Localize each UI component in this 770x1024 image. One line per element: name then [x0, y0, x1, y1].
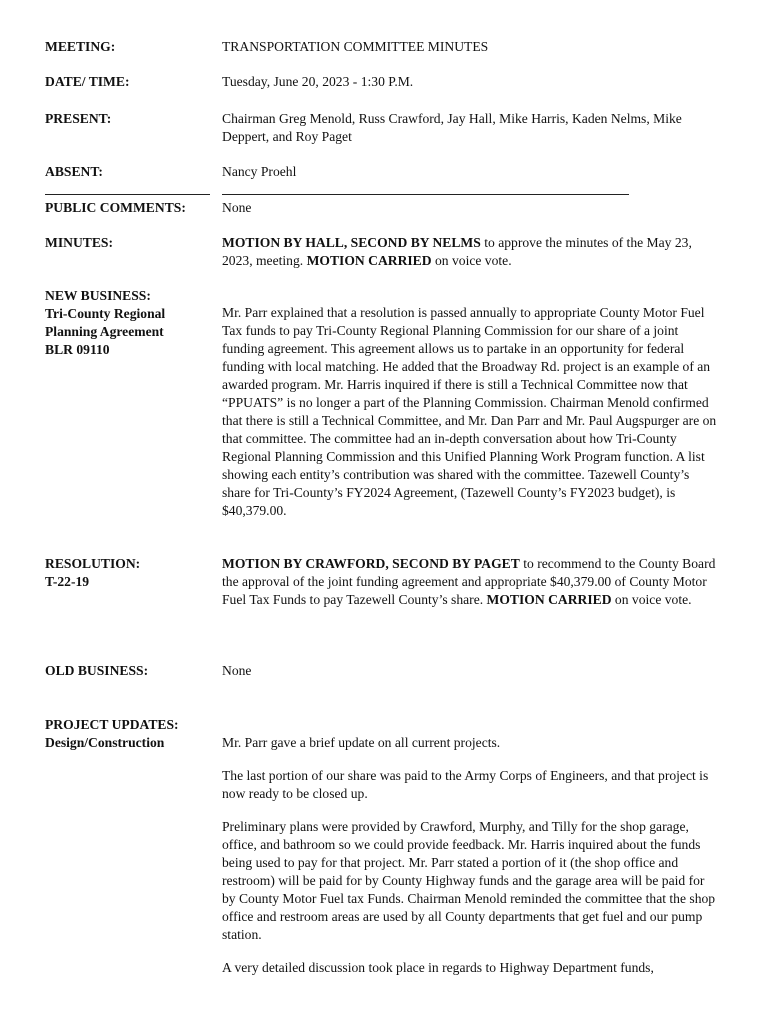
resolution-vote-text: on voice vote. [611, 592, 692, 607]
new-business-label [45, 287, 217, 359]
minutes-motion-carried: MOTION CARRIED [306, 253, 432, 268]
resolution-motion: MOTION BY CRAWFORD, SECOND BY PAGET [222, 556, 520, 571]
resolution-text [222, 555, 717, 609]
minutes-motion: MOTION BY HALL, SECOND BY NELMS [222, 235, 481, 250]
new-business-subheading-3: BLR 09110 [45, 342, 110, 357]
public-comments-value: None [222, 200, 252, 215]
resolution-motion-carried: MOTION CARRIED [486, 592, 612, 607]
project-updates-label [45, 716, 217, 752]
section-divider-right [222, 194, 629, 195]
old-business-label: OLD BUSINESS: [45, 663, 149, 678]
project-updates-text [222, 734, 717, 977]
minutes-vote-text: on voice vote. [431, 253, 512, 268]
resolution-number: T-22-19 [45, 574, 90, 589]
project-updates-paragraph: Preliminary plans were provided by Crawford, Murphy, and Tilly for the shop garage, office, and bathroom so we could provide feedback. Mr. Harris inquired about the funds being used to pay for that project. Mr. Parr stated a portion of it (the shop office and restroom) will be paid for by County Highway funds and the garage area will be paid for by County Motor Fuel tax Funds. Chairman Menold reminded the committee that the shop office and restroom areas are used by all County departments that get fuel and our pump station. [222, 819, 716, 942]
minutes-motion-text: to approve the minutes of the May 23, 2023, meeting. [222, 235, 692, 268]
resolution-label [45, 555, 217, 591]
project-updates-subheading: Design/Construction [45, 735, 165, 750]
present-label: PRESENT: [45, 111, 112, 126]
project-updates-paragraph: The last portion of our share was paid to the Army Corps of Engineers, and that project is now ready to be closed up. [222, 768, 709, 801]
resolution-heading: RESOLUTION: [45, 556, 141, 571]
new-business-subheading-1: Tri-County Regional [45, 306, 166, 321]
present-value: Chairman Greg Menold, Russ Crawford, Jay Hall, Mike Harris, Kaden Nelms, Mike Deppert, and Roy Paget [222, 111, 682, 144]
date-time-label: DATE/ TIME: [45, 74, 130, 89]
meeting-label: MEETING: [45, 39, 116, 54]
meeting-title: TRANSPORTATION COMMITTEE MINUTES [222, 39, 489, 54]
new-business-text: Mr. Parr explained that a resolution is passed annually to appropriate County Motor Fuel Tax funds to pay Tri-County Regional Planning Commission for our share of a joint funding agreement. This agreement allows us to partake in an opportunity for federal funding with local matching. He added that the Broadway Rd. project is an example of an awarded program. Mr. Harris inquired if there is still a Technical Committee now that “PPUATS” is no longer a part of the Planning Commission. Chairman Menold confirmed that there is still a Technical Committee, and Mr. Dan Parr and Mr. Paul Augspurger are on that committee. The committee had an in-depth conversation about how Tri-County Regional Planning Commission and this Unified Planning Work Program function. A list showing each entity’s contribution was shared with the committee. Tazewell County’s share for Tri-County’s FY2024 Agreement, (Tazewell County’s FY2023 budget), is $40,379.00. [222, 305, 717, 518]
new-business-heading: NEW BUSINESS: [45, 288, 151, 303]
public-comments-label: PUBLIC COMMENTS: [45, 200, 186, 215]
absent-label: ABSENT: [45, 164, 103, 179]
absent-value: Nancy Proehl [222, 164, 297, 179]
date-time-value: Tuesday, June 20, 2023 - 1:30 P.M. [222, 74, 414, 89]
project-updates-heading: PROJECT UPDATES: [45, 717, 179, 732]
minutes-label: MINUTES: [45, 235, 113, 250]
old-business-value: None [222, 663, 252, 678]
resolution-motion-text: to recommend to the County Board the approval of the joint funding agreement and appropriate $40,379.00 of County Motor Fuel Tax Funds to pay Tazewell County’s share. [222, 556, 716, 607]
new-business-subheading-2: Planning Agreement [45, 324, 164, 339]
project-updates-paragraph: A very detailed discussion took place in regards to Highway Department funds, [222, 960, 654, 975]
section-divider-left [45, 194, 210, 195]
project-updates-paragraph: Mr. Parr gave a brief update on all current projects. [222, 735, 501, 750]
minutes-text [222, 234, 717, 270]
